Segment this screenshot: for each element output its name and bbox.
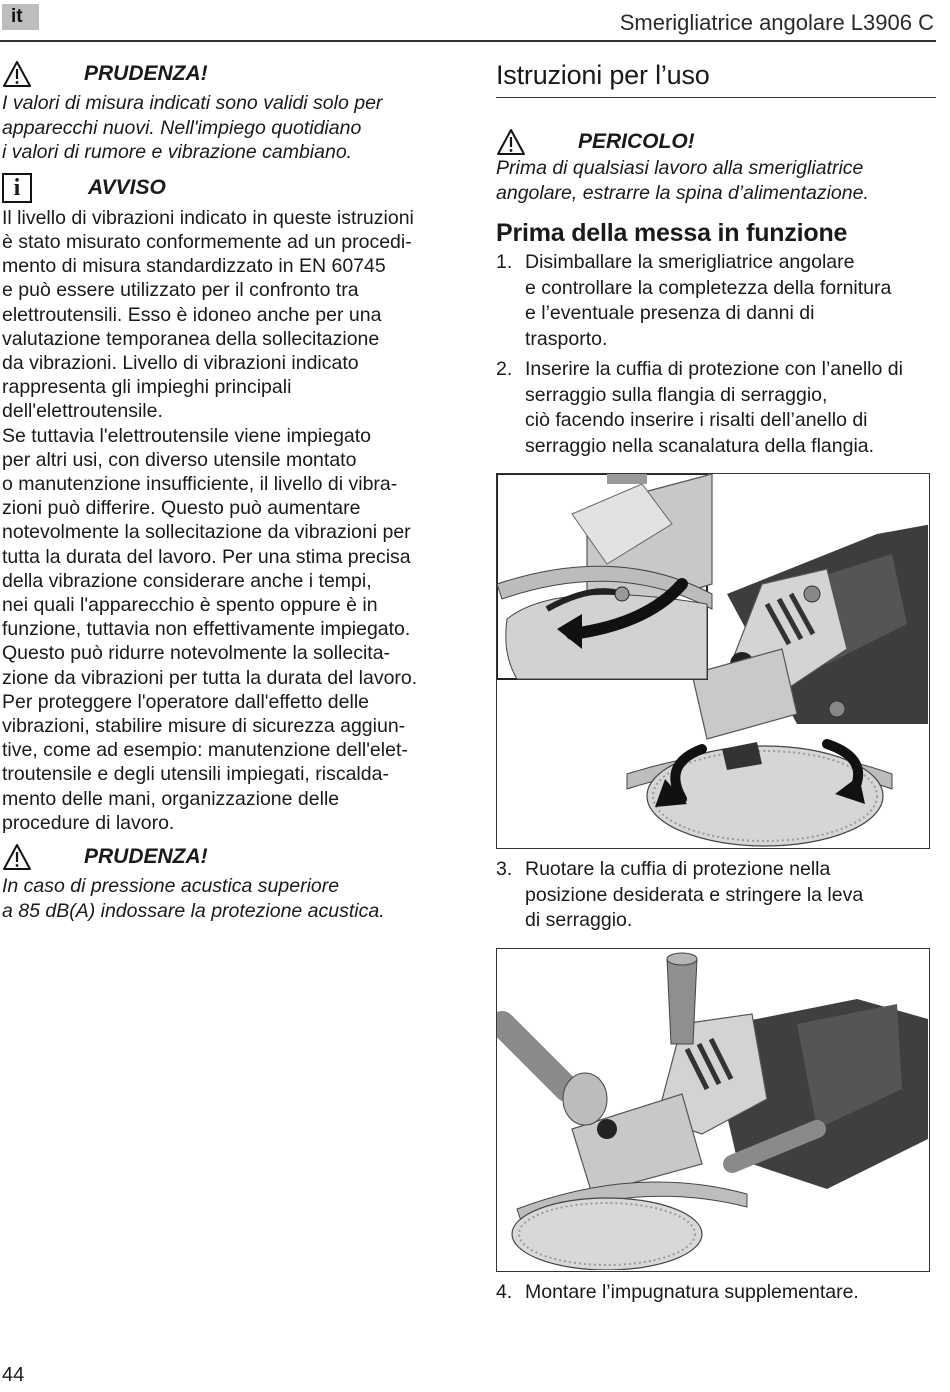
text-line: tutta la durata del lavoro. Per una stima precisa <box>2 545 411 568</box>
info-i-icon: i <box>2 173 32 203</box>
text-line: serraggio nella scanalatura della flangia. <box>525 434 875 457</box>
text-line: è stato misurato conformemente ad un procedi- <box>2 230 412 253</box>
step-number: 4. <box>496 1280 513 1303</box>
text-line: serraggio sulla flangia di serraggio, <box>525 383 828 406</box>
warning-triangle-icon <box>2 843 32 871</box>
text-line: e controllare la completezza della fornitura <box>525 276 892 299</box>
auxiliary-handle-figure <box>496 948 930 1272</box>
caution-notice-2 <box>2 843 452 923</box>
warning-triangle-icon <box>2 60 32 88</box>
text-line: ciò facendo inserire i risalti dell’anello di <box>525 409 868 432</box>
warning-triangle-icon <box>496 128 526 156</box>
text-line: mento delle mani, organizzazione delle <box>2 787 340 810</box>
text-line: Prima di qualsiasi lavoro alla smerigliatrice <box>496 157 864 179</box>
step-3 <box>496 857 936 934</box>
text-line: della vibrazione considerare anche i tempi, <box>2 569 372 592</box>
text-line: Ruotare la cuffia di protezione nella <box>525 858 831 881</box>
text-line: Per proteggere l'operatore dall'effetto delle <box>2 690 369 713</box>
step-1 <box>496 250 936 352</box>
text-line: valutazione temporanea della sollecitazione <box>2 327 380 350</box>
step-4 <box>496 1280 936 1306</box>
text-line: Il livello di vibrazioni indicato in queste istruzioni <box>2 206 414 229</box>
info-notice <box>2 173 452 835</box>
text-line: zioni può differire. Questo può aumentare <box>2 497 361 520</box>
text-line: i valori di rumore e vibrazione cambiano. <box>2 141 353 164</box>
text-line: e può essere utilizzato per il confronto tra <box>2 279 359 302</box>
angle-grinder-guard-illustration <box>497 474 928 847</box>
text-line: da vibrazioni. Livello di vibrazioni indicato <box>2 352 359 374</box>
caution-label: PRUDENZA! <box>84 62 208 85</box>
text-line: funzione, tuttavia non effettivamente impiegato. <box>2 618 411 641</box>
caution-notice-1 <box>2 60 452 165</box>
text-line: elettroutensili. Esso è idoneo anche per una <box>2 303 382 326</box>
text-line: Questo può ridurre notevolmente la sollecita- <box>2 642 391 665</box>
text-line: procedure di lavoro. <box>2 811 175 834</box>
notice-label: AVVISO <box>88 175 166 199</box>
danger-notice <box>496 128 936 205</box>
caution-label: PRUDENZA! <box>84 845 208 869</box>
text-line: per altri usi, con diverso utensile montato <box>2 448 357 471</box>
section-title: Istruzioni per l’uso <box>496 60 936 98</box>
text-line: angolare, estrarre la spina d’alimentazione. <box>496 181 869 204</box>
step-number: 3. <box>496 858 513 881</box>
text-line: In caso di pressione acustica superiore <box>2 875 340 898</box>
right-column <box>496 60 936 1305</box>
text-line: nei quali l'apparecchio è spento oppure è in <box>2 594 378 617</box>
sub-title: Prima della messa in funzione <box>496 219 848 248</box>
left-column <box>2 60 452 923</box>
header-rule <box>0 40 936 42</box>
angle-grinder-handle-illustration <box>497 949 928 1270</box>
text-line: dell'elettroutensile. <box>2 400 163 423</box>
document-title: Smerigliatrice angolare L3906 C <box>619 10 934 35</box>
step-2 <box>496 357 936 459</box>
text-line: a 85 dB(A) indossare la protezione acustica. <box>2 899 385 922</box>
text-line: notevolmente la sollecitazione da vibrazioni per <box>2 521 411 544</box>
text-line: mento di misura standardizzato in EN 60745 <box>2 255 386 278</box>
language-tag: it <box>2 4 39 30</box>
text-line: vibrazioni, stabilire misure di sicurezza aggiun- <box>2 715 406 738</box>
text-line: o manutenzione insufficiente, il livello di vibra- <box>2 473 398 496</box>
step-number: 2. <box>496 358 513 381</box>
page-number: 44 <box>2 1364 25 1386</box>
text-line: trasporto. <box>525 327 608 350</box>
text-line: posizione desiderata e stringere la leva <box>525 883 864 906</box>
text-line: e l’eventuale presenza di danni di <box>525 302 815 325</box>
text-line: Inserire la cuffia di protezione con l’anello di <box>525 358 903 381</box>
text-line: I valori di misura indicati sono validi solo per <box>2 92 383 114</box>
text-line: zione da vibrazioni per tutta la durata del lavoro. <box>2 666 418 689</box>
text-line: Disimballare la smerigliatrice angolare <box>525 251 855 274</box>
text-line: di serraggio. <box>525 909 633 932</box>
step-number: 1. <box>496 251 513 274</box>
text-line: rappresenta gli impieghi principali <box>2 376 292 399</box>
text-line: Montare l’impugnatura supplementare. <box>525 1280 859 1303</box>
text-line: Se tuttavia l'elettroutensile viene impiegato <box>2 424 372 447</box>
danger-label: PERICOLO! <box>578 130 695 153</box>
text-line: tive, come ad esempio: manutenzione dell'elet- <box>2 739 408 762</box>
guard-installation-figure <box>496 473 930 849</box>
text-line: apparecchi nuovi. Nell'impiego quotidiano <box>2 116 362 139</box>
text-line: troutensile e degli utensili impiegati, riscalda- <box>2 763 389 786</box>
